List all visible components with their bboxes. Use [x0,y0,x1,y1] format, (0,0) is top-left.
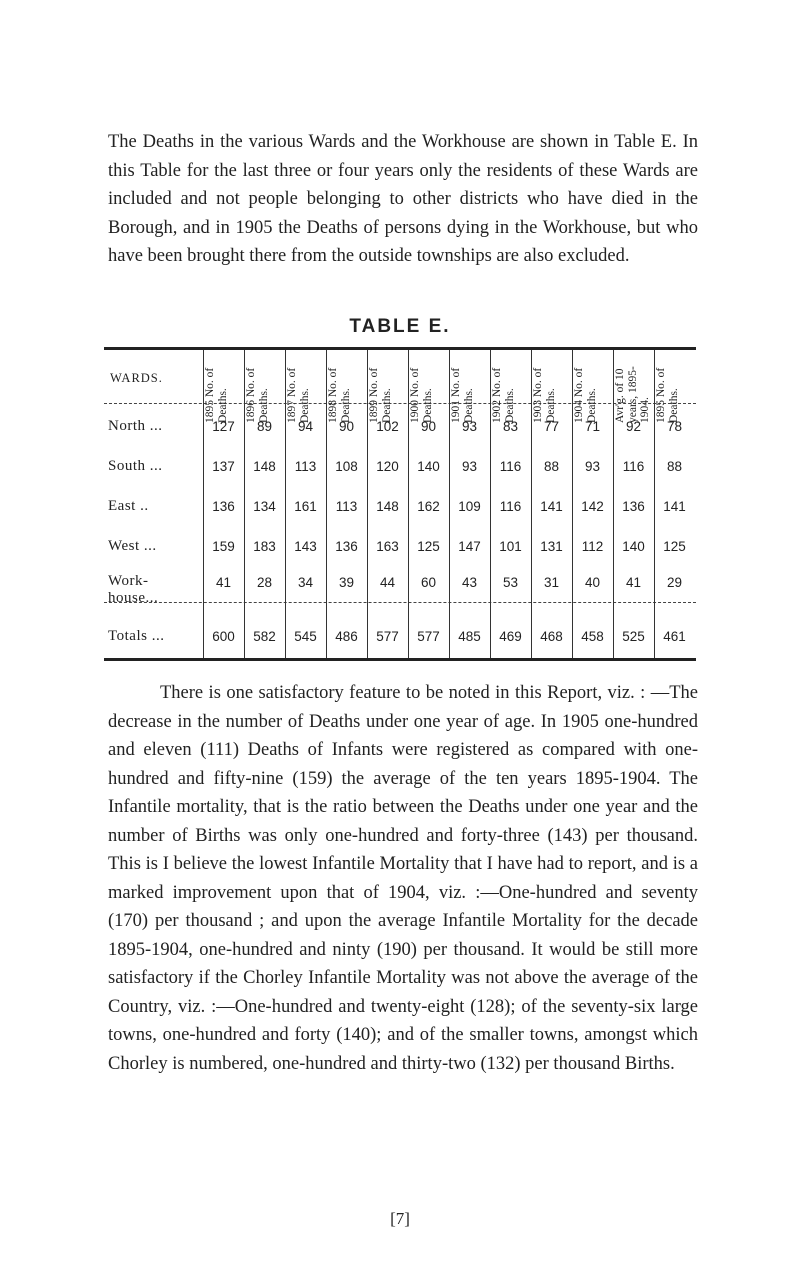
table-cell: 92 [625,419,642,434]
deaths-table [104,347,696,661]
table-cell: 163 [376,539,399,554]
table-cell: 108 [335,459,358,474]
table-cell: 43 [461,575,478,590]
ward-name: North ... [108,418,163,434]
table-cell: 136 [212,499,235,514]
column-header-1901: 1901 No. of Deaths. [450,367,475,423]
table-cell: 90 [420,419,437,434]
table-cell: 148 [253,459,276,474]
table-cell: 60 [420,575,437,590]
total-cell: 486 [335,629,358,644]
table-cell: 71 [584,419,601,434]
table-cell: 159 [212,539,235,554]
column-header-1897: 1897 No. of Deaths. [286,367,311,423]
table-cell: 94 [297,419,314,434]
total-cell: 582 [253,629,276,644]
total-cell: 469 [499,629,522,644]
table-title: TABLE E. [349,316,451,337]
table-cell: 90 [338,419,355,434]
table-cell: 101 [499,539,522,554]
table-cell: 116 [499,459,522,474]
table-cell: 39 [338,575,355,590]
table-cell: 83 [502,419,519,434]
table-cell: 148 [376,499,399,514]
table-cell: 183 [253,539,276,554]
table-cell: 34 [297,575,314,590]
column-header-1898: 1898 No. of Deaths. [327,367,352,423]
table-cell: 78 [666,419,683,434]
column-header-1903: 1903 No. of Deaths. [532,367,557,423]
column-header-1905: 1895 No. of Deaths. [655,367,680,423]
table-cell: 136 [622,499,645,514]
table-cell: 53 [502,575,519,590]
table-cell: 137 [212,459,235,474]
total-cell: 577 [417,629,440,644]
column-header-1904: 1904 No. of Deaths. [573,367,598,423]
table-cell: 93 [461,459,478,474]
table-cell: 112 [581,539,604,554]
table-cell: 109 [458,499,481,514]
column-header-1902: 1902 No. of Deaths. [491,367,516,423]
table-cell: 140 [417,459,440,474]
intro-paragraph: The Deaths in the various Wards and the Workhouse are shown in Table E. In this Table for the last three or four years only the residents of these Wards are included and not people belonging to other districts who have died in the Borough, and in 1905 the Deaths of persons dying in the Workhouse, but who have been brought there from the outside townships are also excluded. [108,132,698,266]
table-cell: 113 [294,459,317,474]
ward-name: South ... [108,458,163,474]
body-paragraph: There is one satisfactory feature to be noted in this Report, viz. : —The decrease in the number of Deaths under one year of age. In 1905 one-hundred and eleven (111) Deaths of Infants were registered as compared with one-hundred and fifty-nine (159) the average of the ten years 1895-1904. The Infantile mortality, that is the ratio between the Deaths under one year and the number of Births was only one-hundred and forty-three (143) per thousand. This is I believe the lowest Infantile Mortality that I have had to report, and is a marked improvement upon that of 1904, viz. :—One-hundred and seventy (170) per thousand ; and upon the average Infantile Mortality for the decade 1895-1904, one-hundred and ninty (190) per thousand. It would be still more satisfactory if the Chorley Infantile Mortality was not above the average of the Country, viz. :—One-hundred and twenty-eight (128); of the seventy-six large towns, one-hundred and forty (140); and of the smaller towns, amongst which Chorley is numbered, one-hundred and thirty-two (132) per thousand Births. [108,683,698,1074]
table-cell: 88 [666,459,683,474]
table-cell: 77 [543,419,560,434]
table-cell: 88 [543,459,560,474]
total-cell: 468 [540,629,563,644]
table-cell: 31 [543,575,560,590]
table-cell: 93 [461,419,478,434]
table-cell: 134 [253,499,276,514]
table-cell: 131 [540,539,563,554]
table-cell: 147 [458,539,481,554]
table-cell: 127 [212,419,235,434]
column-header-1900: 1900 No. of Deaths. [409,367,434,423]
table-top-rule [104,347,696,350]
table-cell: 161 [294,499,317,514]
table-cell: 116 [499,499,522,514]
table-cell: 141 [663,499,686,514]
table-cell: 143 [294,539,317,554]
total-cell: 577 [376,629,399,644]
total-cell: 461 [663,629,686,644]
table-cell: 44 [379,575,396,590]
column-header-average: Avr'g. of 10 years, 1895-1904. [614,366,651,423]
total-cell: 545 [294,629,317,644]
ward-name: West ... [108,538,157,554]
table-bottom-rule [104,658,696,661]
table-cell: 40 [584,575,601,590]
totals-label: Totals ... [108,628,165,644]
column-header-1895: 1895 No. of Deaths. [204,367,229,423]
page-number: [7] [390,1209,410,1228]
ward-column-header: WARDS. [110,371,163,385]
total-cell: 525 [622,629,645,644]
table-cell: 41 [215,575,232,590]
total-cell: 458 [581,629,604,644]
column-header-1899: 1899 No. of Deaths. [368,367,393,423]
table-cell: 116 [622,459,645,474]
table-cell: 120 [376,459,399,474]
total-cell: 485 [458,629,481,644]
table-cell: 142 [581,499,604,514]
total-cell: 600 [212,629,235,644]
table-cell: 41 [625,575,642,590]
ward-name: Work-house... [108,573,159,606]
table-cell: 125 [417,539,440,554]
table-cell: 125 [663,539,686,554]
table-cell: 93 [584,459,601,474]
table-cell: 140 [622,539,645,554]
table-cell: 89 [256,419,273,434]
table-cell: 113 [335,499,358,514]
table-cell: 28 [256,575,273,590]
table-cell: 162 [417,499,440,514]
table-cell: 141 [540,499,563,514]
table-cell: 136 [335,539,358,554]
ward-name: East .. [108,498,149,514]
table-cell: 102 [376,419,399,434]
table-cell: 29 [666,575,683,590]
column-header-1896: 1896 No. of Deaths. [245,367,270,423]
